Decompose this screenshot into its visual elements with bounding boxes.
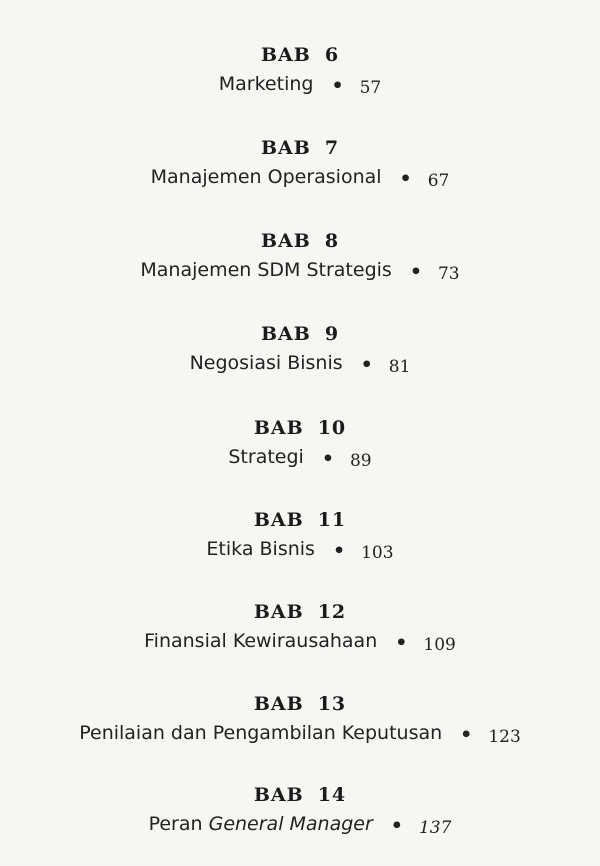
chapter-title-italic: General Manager [208,813,373,835]
chapter-number: 13 [317,693,347,715]
chapter-entry [0,721,600,746]
chapter-entry [0,165,600,190]
chapter-heading [0,230,600,252]
chapter-title: Negosiasi Bisnis [189,352,343,374]
chapter-entry [0,812,600,837]
page-number: 103 [361,543,394,563]
chapter-title: Penilaian dan Pengambilan Keputusan [79,722,443,744]
chapter-title: Strategi [228,446,304,468]
chapter-heading [0,784,600,806]
chapter-heading [0,137,600,159]
chapter-number: 14 [317,784,347,806]
chapter-entry [0,72,600,97]
chapter-title: Manajemen SDM Strategis [140,259,392,281]
separator-dot: • [360,354,373,376]
chapter-number: 9 [324,323,340,345]
page-number: 73 [437,264,460,284]
separator-dot: • [460,724,473,746]
chapter-label: BAB [260,323,311,345]
chapter-title: Etika Bisnis [206,538,315,560]
chapter-title: Finansial Kewirausahaan [144,630,378,652]
chapter-heading [0,693,600,715]
chapter-label: BAB [260,44,311,66]
separator-dot: • [332,540,346,562]
chapter-heading [0,323,600,345]
chapter-label: BAB [253,417,304,439]
chapter-heading [0,509,600,531]
chapter-heading [0,44,600,66]
chapter-number: 7 [324,137,340,159]
page-number: 137 [418,818,452,838]
chapter-number: 11 [317,509,347,531]
toc-entry-bab-7 [0,137,600,207]
chapter-title: Manajemen Operasional [150,166,382,188]
separator-dot: • [395,632,408,654]
chapter-title-prefix: Peran [148,813,203,835]
chapter-number: 12 [317,601,347,623]
toc-entry-bab-9 [0,323,600,393]
toc-entry-bab-13 [0,693,600,763]
toc-entry-bab-14 [0,784,600,854]
separator-dot: • [321,448,334,470]
page-number: 67 [427,171,450,191]
chapter-label: BAB [260,230,311,252]
chapter-entry [0,445,600,470]
chapter-number: 8 [324,230,340,252]
chapter-label: BAB [253,601,304,623]
toc-entry-bab-8 [0,230,600,300]
chapter-number: 10 [317,417,347,439]
page-number: 123 [488,727,521,747]
chapter-title: Marketing [218,73,314,95]
chapter-heading [0,417,600,439]
chapter-entry [0,629,600,654]
separator-dot: • [390,815,403,837]
toc-entry-bab-11 [0,509,600,579]
page-number: 109 [423,635,456,655]
chapter-label: BAB [260,137,311,159]
separator-dot: • [399,168,412,190]
separator-dot: • [331,75,344,97]
page-number: 81 [388,357,411,377]
chapter-label: BAB [253,693,304,715]
chapter-heading [0,601,600,623]
chapter-label: BAB [253,509,304,531]
chapter-entry [0,258,600,283]
toc-entry-bab-10 [0,417,600,487]
chapter-label: BAB [253,784,304,806]
separator-dot: • [409,261,422,283]
page-number: 89 [349,451,372,471]
chapter-entry [0,537,600,562]
chapter-number: 6 [324,44,340,66]
toc-entry-bab-6 [0,44,600,114]
page-number: 57 [359,78,382,98]
chapter-entry [0,351,600,376]
toc-entry-bab-12 [0,601,600,671]
